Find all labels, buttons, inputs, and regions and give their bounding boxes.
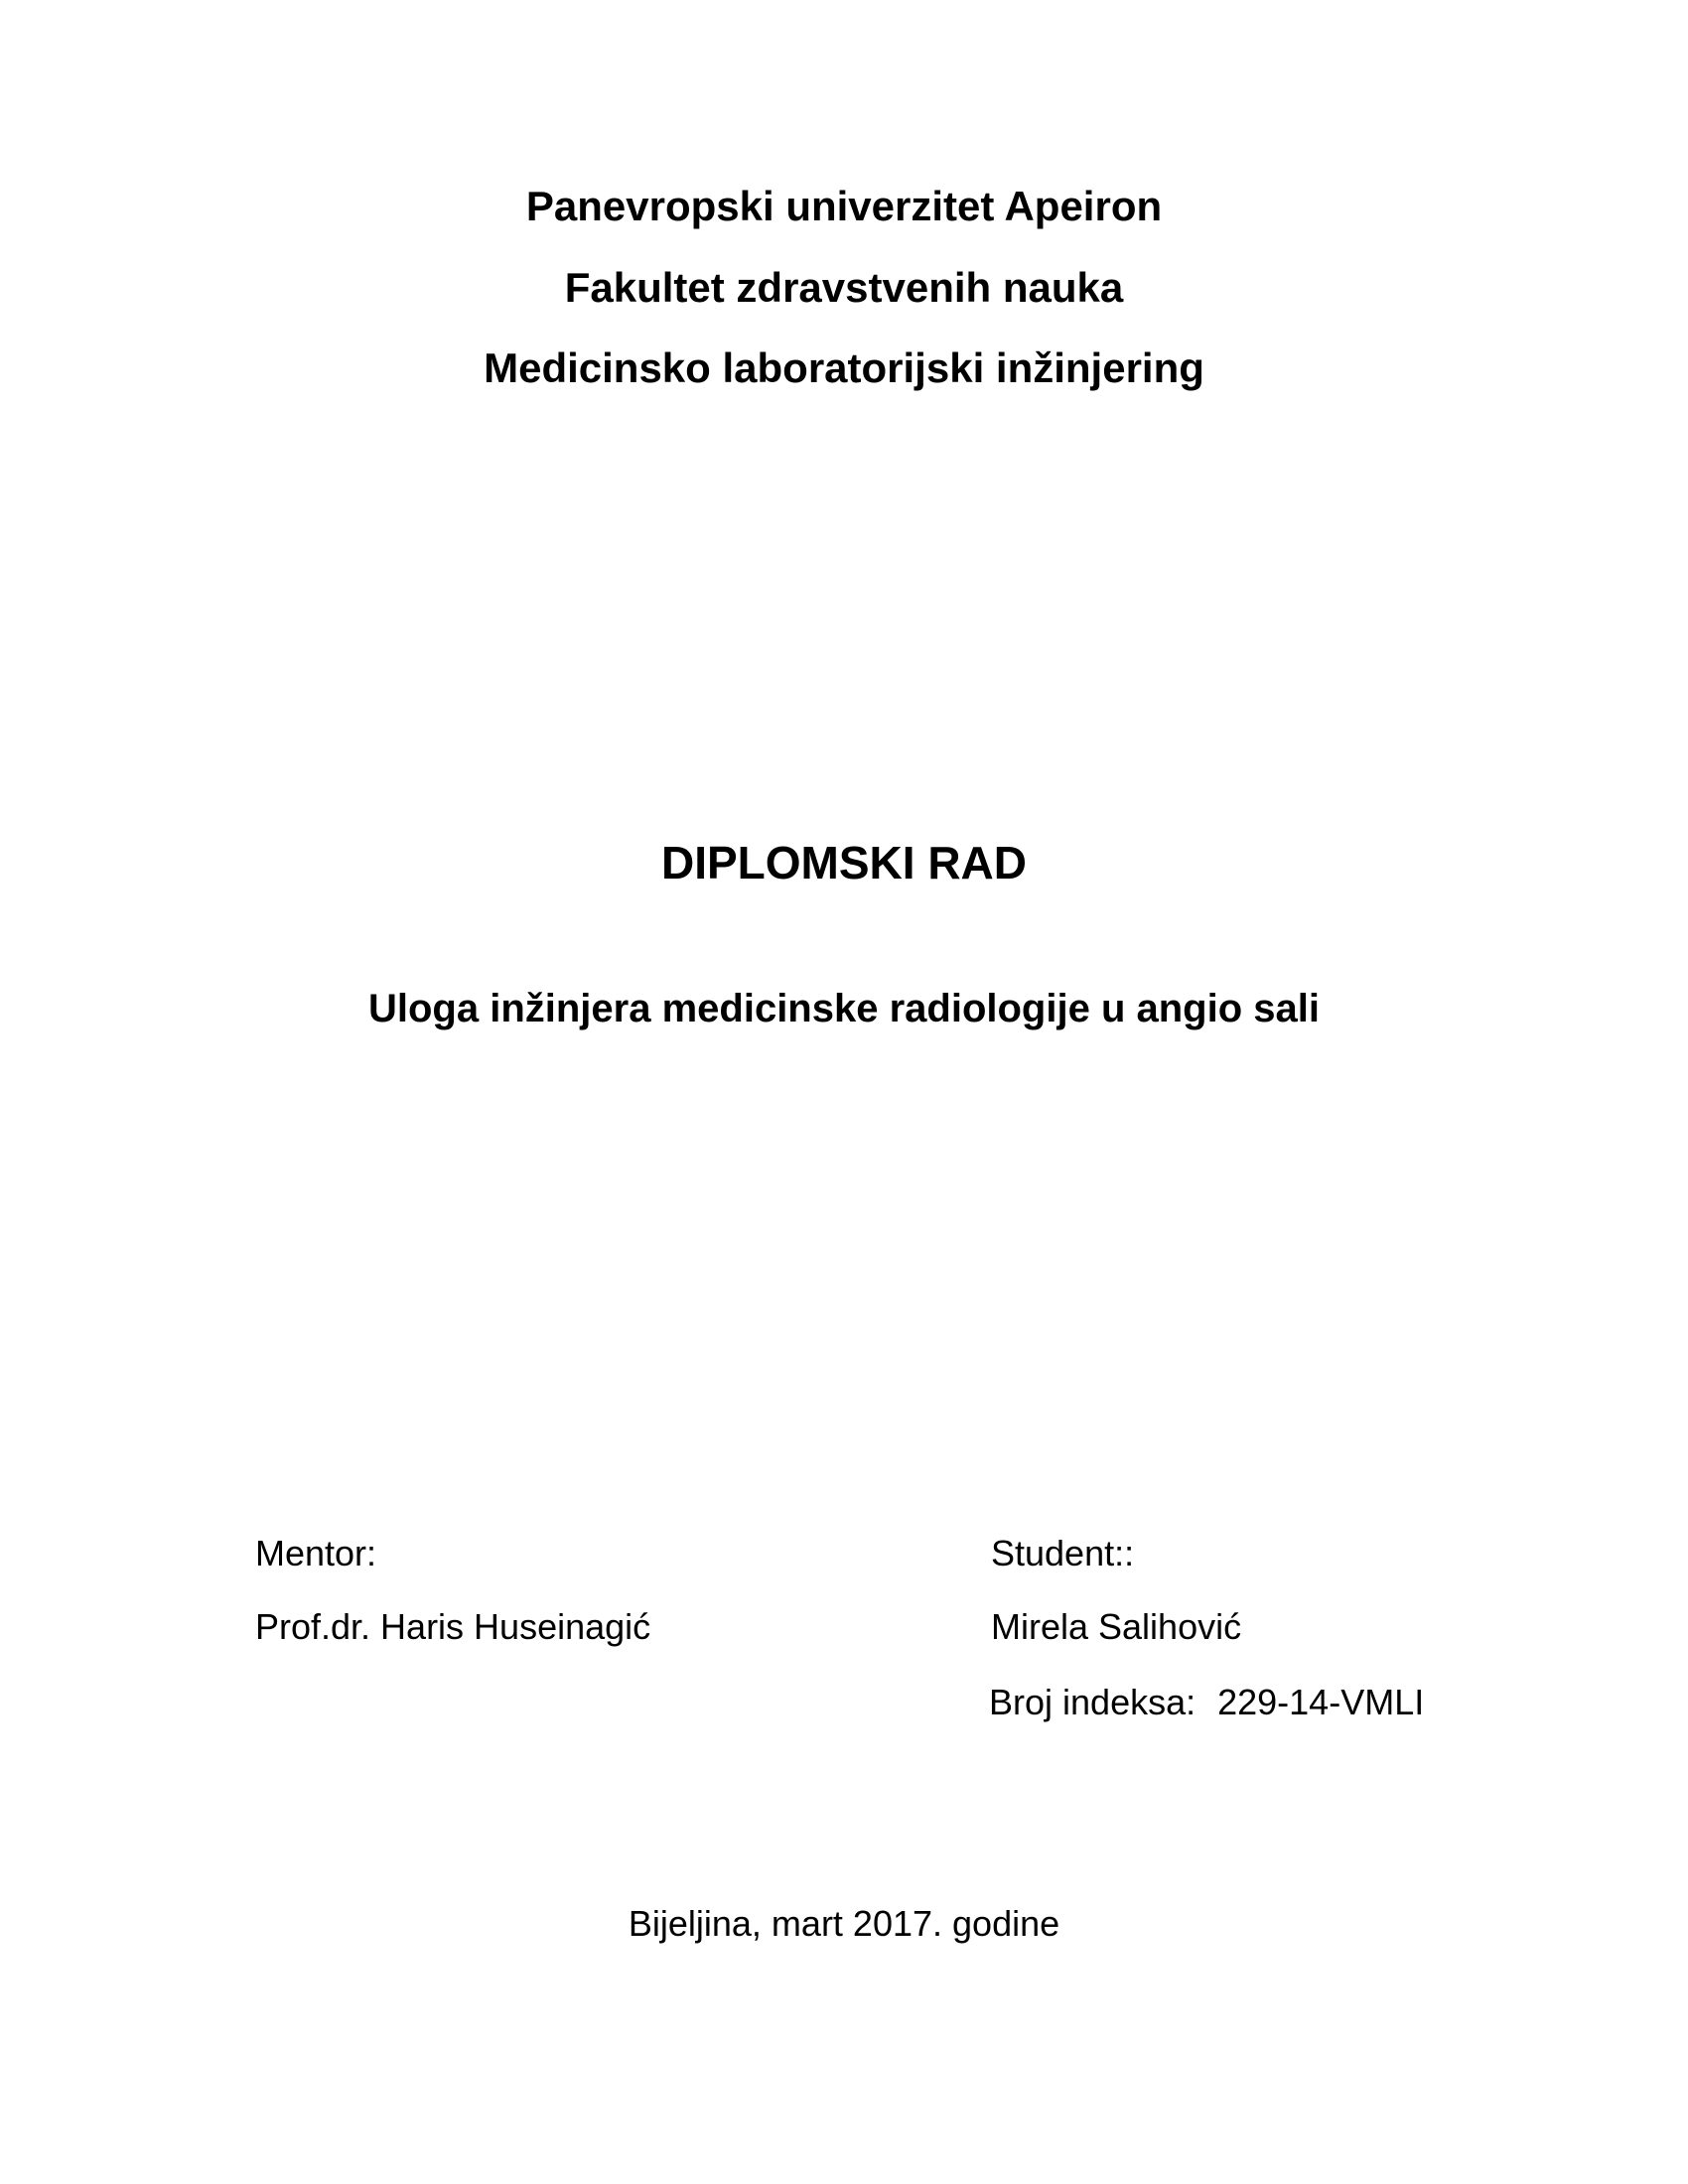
student-name: Mirela Salihović xyxy=(991,1606,1242,1647)
place-and-date: Bijeljina, mart 2017. godine xyxy=(628,1903,1060,1944)
document-type: DIPLOMSKI RAD xyxy=(661,837,1027,888)
index-label: Broj indeksa: xyxy=(989,1682,1196,1722)
faculty-name: Fakultet zdravstvenih nauka xyxy=(564,264,1124,311)
index-number-row xyxy=(989,1682,1425,1722)
thesis-title: Uloga inžinjera medicinske radiologije u angio sali xyxy=(367,987,1320,1030)
program-name: Medicinsko laboratorijski inžinjering xyxy=(484,344,1204,391)
mentor-label: Mentor: xyxy=(255,1533,377,1573)
index-value: 229-14-VMLI xyxy=(1217,1682,1425,1722)
student-label: Student:: xyxy=(991,1533,1135,1573)
university-name: Panevropski univerzitet Apeiron xyxy=(525,183,1163,229)
mentor-name: Prof.dr. Haris Huseinagić xyxy=(255,1606,651,1647)
